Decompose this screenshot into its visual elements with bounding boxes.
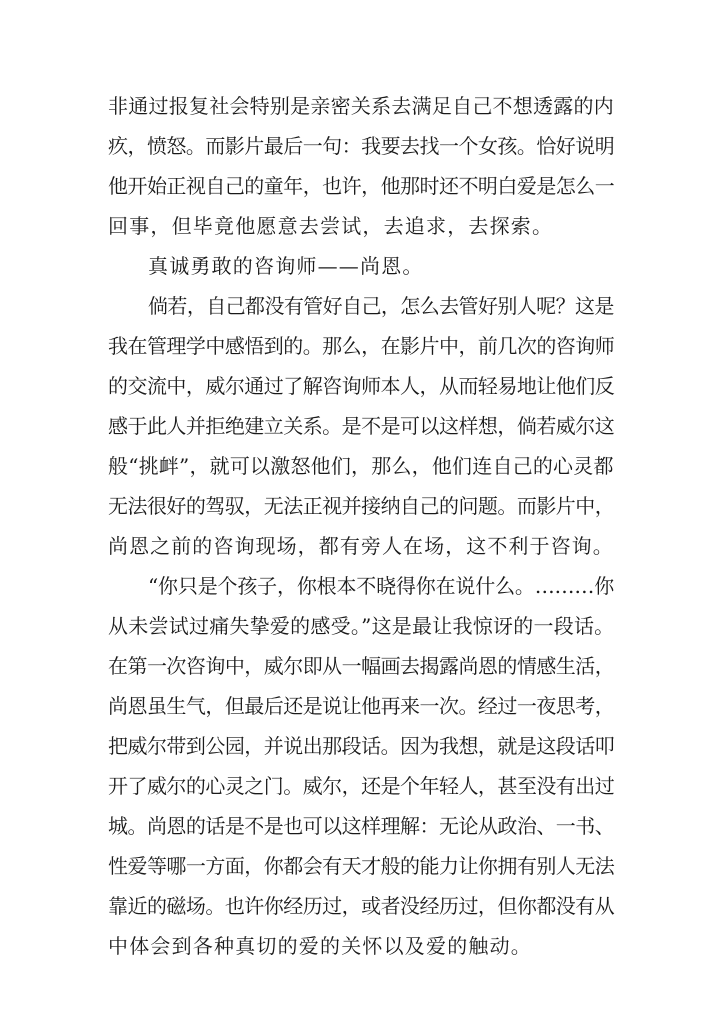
body-text (108, 86, 614, 966)
text-line: 在第一次咨询中，威尔即从一幅画去揭露尚恩的情感生活， (108, 654, 615, 678)
text-line: 中体会到各种真切的爱的关怀以及爱的触动。 (108, 934, 532, 958)
text-line: 把威尔带到公园，并说出那段话。因为我想，就是这段话叩 (108, 734, 615, 758)
text-line: 感于此人并拒绝建立关系。是不是可以这样想，倘若威尔这 (108, 414, 615, 438)
text-line: 尚恩之前的咨询现场，都有旁人在场，这不利于咨询。 (108, 534, 614, 558)
text-line: 的交流中，威尔通过了解咨询师本人，从而轻易地让他们反 (108, 374, 615, 398)
text-line: 回事，但毕竟他愿意去尝试，去追求，去探索。 (108, 214, 554, 238)
section-heading: 真诚勇敢的咨询师——尚恩。 (148, 254, 424, 278)
text-line: 他开始正视自己的童年，也许，他那时还不明白爱是怎么一 (108, 174, 615, 198)
text-line: 开了威尔的心灵之门。威尔，还是个年轻人，甚至没有出过 (108, 774, 615, 798)
text-line: 非通过报复社会特别是亲密关系去满足自己不想透露的内 (108, 94, 614, 118)
text-line: 尚恩虽生气，但最后还是说让他再来一次。经过一夜思考， (108, 694, 615, 718)
text-line: 靠近的磁场。也许你经历过，或者没经历过，但你都没有从 (108, 894, 615, 918)
text-line: 疚，愤怒。而影片最后一句：我要去找一个女孩。恰好说明 (108, 134, 615, 158)
text-line: 般“挑衅”，就可以激怒他们，那么，他们连自己的心灵都 (108, 454, 614, 478)
text-line: 倘若，自己都没有管好自己，怎么去管好别人呢？这是 (148, 294, 614, 318)
text-line: 从未尝试过痛失挚爱的感受。”这是最让我惊讶的一段话。 (108, 614, 615, 638)
text-line: 城。尚恩的话是不是也可以这样理解：无论从政治、一书、 (108, 814, 615, 838)
text-line: 我在管理学中感悟到的。那么，在影片中，前几次的咨询师 (108, 334, 615, 358)
text-line: “你只是个孩子，你根本不晓得你在说什么。………你 (148, 574, 615, 598)
text-line: 无法很好的驾驭，无法正视并接纳自己的问题。而影片中， (108, 494, 615, 518)
text-line: 性爱等哪一方面，你都会有天才般的能力让你拥有别人无法 (108, 854, 615, 878)
